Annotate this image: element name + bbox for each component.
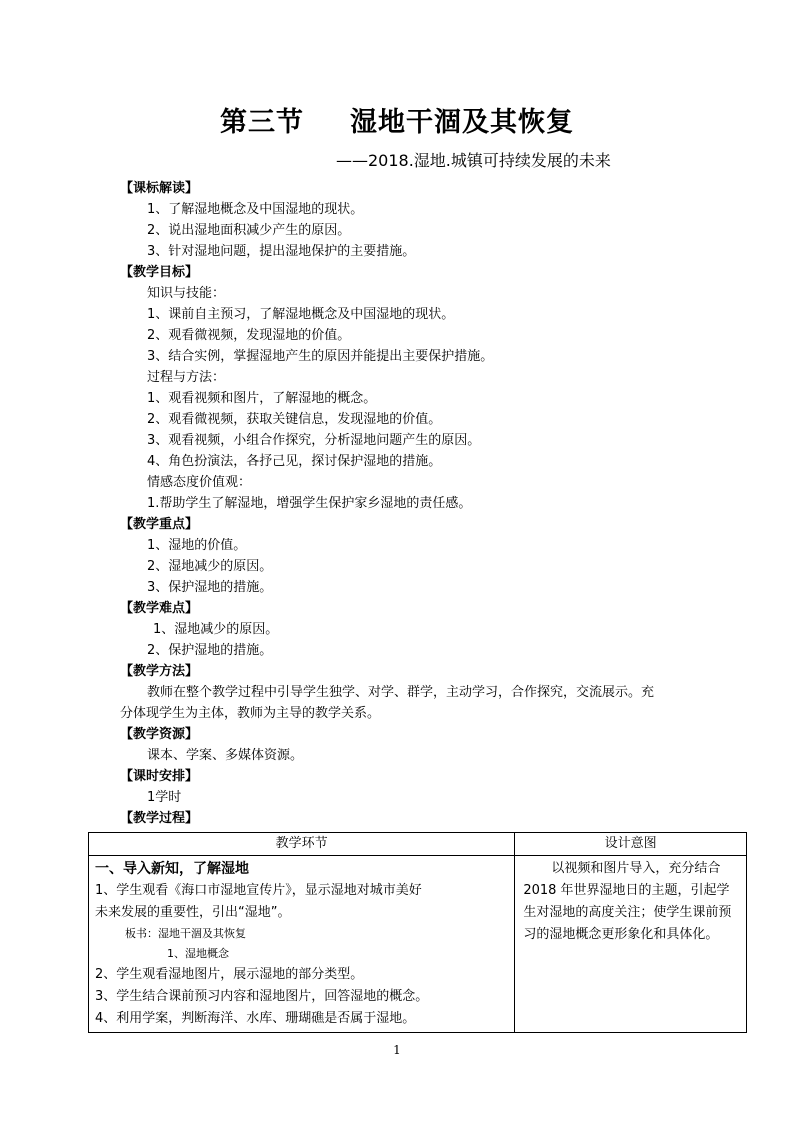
methods-heading: 【教学方法】: [120, 664, 199, 679]
title-topic: 湿地干涸及其恢复: [350, 107, 574, 138]
key-point-item: 2、湿地减少的原因。: [147, 559, 273, 574]
attitude-label: 情感态度价值观：: [147, 475, 252, 490]
knowledge-label: 知识与技能：: [147, 286, 226, 301]
process-item: 3、观看视频，小组合作探究，分析湿地问题产生的原因。: [147, 433, 481, 448]
resources-heading: 【教学资源】: [120, 727, 199, 742]
page-number: 1: [393, 1043, 401, 1057]
schedule-heading: 【课时安排】: [120, 769, 199, 784]
stage-line: 1、学生观看《海口市湿地宣传片》，显示湿地对城市美好: [95, 883, 422, 898]
process-heading: 【教学过程】: [120, 811, 199, 826]
curriculum-item: 2、说出湿地面积减少产生的原因。: [147, 223, 351, 238]
stage-cell: [89, 856, 515, 1033]
board-note: 板书：湿地干涸及其恢复: [125, 927, 246, 940]
process-label: 过程与方法：: [147, 370, 226, 385]
page-title: [0, 100, 794, 139]
knowledge-item: 3、结合实例，掌握湿地产生的原因并能提出主要保护措施。: [147, 349, 494, 364]
key-point-item: 1、湿地的价值。: [147, 538, 247, 553]
design-cell: [515, 856, 747, 1033]
difficulties-heading: 【教学难点】: [120, 601, 199, 616]
curriculum-item: 1、了解湿地概念及中国湿地的现状。: [147, 202, 364, 217]
subtitle: ——2018.湿地.城镇可持续发展的未来: [336, 151, 611, 170]
difficulty-item: 2、保护湿地的措施。: [147, 643, 273, 658]
stage-line: 4、利用学案，判断海洋、水库、珊瑚礁是否属于湿地。: [95, 1011, 416, 1026]
lesson-plan-body: [120, 178, 680, 829]
stage-line: 未来发展的重要性，引出“湿地”。: [95, 905, 291, 920]
knowledge-item: 1、课前自主预习，了解湿地概念及中国湿地的现状。: [147, 307, 455, 322]
process-item: 1、观看视频和图片，了解湿地的概念。: [147, 391, 377, 406]
header-stage: 教学环节: [89, 833, 515, 856]
schedule-text: 1学时: [147, 790, 182, 805]
stage-line: 3、学生结合课前预习内容和湿地图片，回答湿地的概念。: [95, 989, 429, 1004]
stage-line: 2、学生观看湿地图片，展示湿地的部分类型。: [95, 967, 364, 982]
stage-title: 一、导入新知，了解湿地: [95, 861, 249, 877]
methods-text: 教师在整个教学过程中引导学生独学、对学、群学，主动学习，合作探究，交流展示。充分体现学生为主体，教师为主导的教学关系。: [120, 685, 655, 721]
goals-heading: 【教学目标】: [120, 265, 199, 280]
table-header-row: [89, 833, 747, 856]
difficulty-item: 1、湿地减少的原因。: [153, 622, 279, 637]
header-design: 设计意图: [515, 833, 747, 856]
curriculum-heading: 【课标解读】: [120, 181, 199, 196]
key-point-item: 3、保护湿地的措施。: [147, 580, 273, 595]
key-points-heading: 【教学重点】: [120, 517, 199, 532]
curriculum-item: 3、针对湿地问题，提出湿地保护的主要措施。: [147, 244, 416, 259]
process-item: 4、角色扮演法，各抒己见，探讨保护湿地的措施。: [147, 454, 442, 469]
table-row: [89, 856, 747, 1033]
title-section-number: 第三节: [220, 107, 304, 138]
knowledge-item: 2、观看微视频，发现湿地的价值。: [147, 328, 351, 343]
teaching-process-table: [88, 832, 747, 1033]
design-intent-text: 以视频和图片导入，充分结合 2018 年世界湿地日的主题，引起学生对湿地的高度关注；使学生课前预习的湿地概念更形象化和具体化。: [523, 861, 732, 942]
board-note-item: 1、湿地概念: [167, 947, 229, 960]
attitude-item: 1.帮助学生了解湿地，增强学生保护家乡湿地的责任感。: [147, 496, 472, 511]
resources-text: 课本、学案、多媒体资源。: [147, 748, 304, 763]
process-item: 2、观看微视频，获取关键信息，发现湿地的价值。: [147, 412, 442, 427]
